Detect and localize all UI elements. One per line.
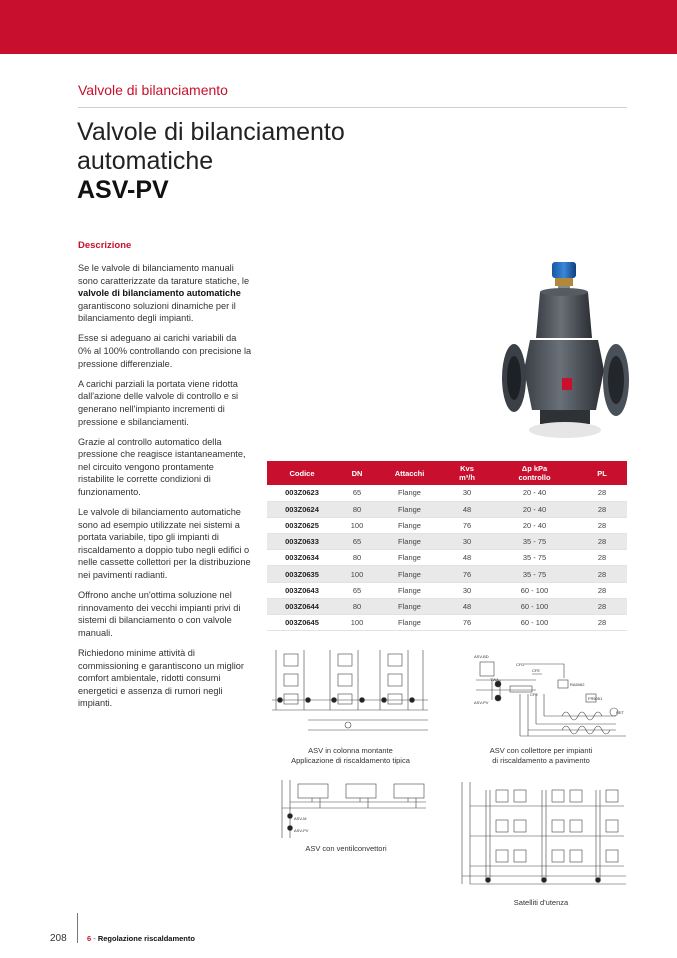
- label-ra: RA5062: [570, 682, 585, 687]
- cell-dp: 35 - 75: [492, 566, 577, 582]
- cell-pl: 28: [577, 550, 627, 566]
- cell-dp: 60 - 100: [492, 598, 577, 614]
- cell-conn: Flange: [377, 534, 442, 550]
- label-asv-m: ASV-M: [294, 816, 307, 821]
- cell-kvs: 48: [442, 598, 492, 614]
- cell-pl: 28: [577, 582, 627, 598]
- table-row: [267, 615, 627, 631]
- cell-code: 003Z0644: [267, 598, 337, 614]
- table-row: [267, 501, 627, 517]
- label-asv-pv-fan: ASV-PV: [294, 828, 309, 833]
- riser-caption: ASV in colonna montante Applicazione di riscaldamento tipica: [291, 746, 410, 765]
- table-row: [267, 566, 627, 582]
- cell-conn: Flange: [377, 615, 442, 631]
- table-header-row: [267, 461, 627, 485]
- cell-dn: 80: [337, 598, 377, 614]
- page-title: [77, 118, 345, 205]
- footer-section: 6 - Regolazione riscaldamento: [87, 934, 195, 943]
- paragraph-2: Esse si adeguano ai carichi variabili da 0% al 100% controllando con precisione la pressione differenziale.: [78, 333, 252, 369]
- label-fr: FR5051: [588, 696, 603, 701]
- riser-diagram: [268, 648, 433, 740]
- paragraph-4: Grazie al controllo automatico della pressione che reagisce istantaneamente, nel circuito vengono prontamente ristabilite le corrette condizioni di funzionamento.: [78, 436, 246, 497]
- fan-coil-caption: ASV con ventilconvettori: [305, 844, 387, 853]
- paragraph-6: Offrono anche un'ottima soluzione nel rinnovamento dei vecchi impianti privi di sistemi di bilanciamento o con valvole manuali.: [78, 590, 241, 638]
- cell-code: 003Z0623: [267, 485, 337, 501]
- footer-divider: [77, 913, 78, 943]
- col-code: Codice: [267, 461, 337, 485]
- cell-pl: 28: [577, 501, 627, 517]
- col-kvs: Kvs m³/h: [442, 461, 492, 485]
- description-text: [78, 262, 252, 718]
- product-name: ASV-PV: [77, 176, 169, 204]
- cell-dp: 20 - 40: [492, 501, 577, 517]
- cell-pl: 28: [577, 517, 627, 533]
- label-asv-pv: ASV-PV: [474, 700, 489, 705]
- cell-kvs: 76: [442, 566, 492, 582]
- table-row: [267, 582, 627, 598]
- cell-dp: 60 - 100: [492, 582, 577, 598]
- title-line-1: Valvole di bilanciamento: [77, 118, 345, 146]
- cell-code: 003Z0643: [267, 582, 337, 598]
- cell-dn: 65: [337, 534, 377, 550]
- page-number: 208: [50, 933, 67, 944]
- cell-kvs: 30: [442, 582, 492, 598]
- cell-kvs: 30: [442, 534, 492, 550]
- cell-kvs: 76: [442, 517, 492, 533]
- user-units-diagram: [456, 780, 628, 892]
- table-row: [267, 517, 627, 533]
- cell-conn: Flange: [377, 485, 442, 501]
- cell-conn: Flange: [377, 582, 442, 598]
- description-heading: Descrizione: [78, 240, 132, 251]
- cell-dn: 100: [337, 566, 377, 582]
- cell-conn: Flange: [377, 501, 442, 517]
- cell-conn: Flange: [377, 550, 442, 566]
- label-cfe-top: CFE: [532, 668, 540, 673]
- cell-dn: 80: [337, 550, 377, 566]
- table-row: [267, 534, 627, 550]
- cell-dp: 20 - 40: [492, 485, 577, 501]
- section-divider: [78, 107, 627, 108]
- cell-conn: Flange: [377, 566, 442, 582]
- title-line-2: automatiche: [77, 147, 214, 175]
- cell-kvs: 30: [442, 485, 492, 501]
- cell-code: 003Z0635: [267, 566, 337, 582]
- cell-dn: 100: [337, 517, 377, 533]
- col-dp: Δp kPa controllo: [492, 461, 577, 485]
- paragraph-3: A carichi parziali la portata viene ridotta dall'azione delle valvole di controllo e si generano nell'impianto incrementi di pressione e sbilanciamenti.: [78, 378, 239, 427]
- cell-pl: 28: [577, 566, 627, 582]
- cell-code: 003Z0633: [267, 534, 337, 550]
- cell-dn: 65: [337, 582, 377, 598]
- cell-dp: 60 - 100: [492, 615, 577, 631]
- label-cfd: CFD: [516, 662, 525, 667]
- label-ret: RET: [616, 710, 624, 715]
- paragraph-7: Richiedono minime attività di commissioning e garantiscono un miglior comfort ambientale, ridotti consumi energetici e assenza di rumori negli impianti.: [78, 648, 244, 709]
- label-twa: TWA: [490, 677, 499, 682]
- cell-pl: 28: [577, 615, 627, 631]
- cell-code: 003Z0634: [267, 550, 337, 566]
- floor-heating-caption: ASV con collettore per impianti di riscaldamento a pavimento: [489, 746, 593, 765]
- spec-table: [267, 461, 627, 631]
- cell-code: 003Z0624: [267, 501, 337, 517]
- label-asv-bd: ASV-BD: [474, 654, 489, 659]
- top-color-band: [0, 0, 677, 54]
- cell-kvs: 76: [442, 615, 492, 631]
- cell-dp: 35 - 75: [492, 550, 577, 566]
- fan-coil-diagram: [276, 778, 431, 840]
- user-units-caption: Satelliti d'utenza: [513, 898, 569, 907]
- cell-dn: 100: [337, 615, 377, 631]
- cell-conn: Flange: [377, 598, 442, 614]
- cell-dp: 35 - 75: [492, 534, 577, 550]
- cell-pl: 28: [577, 598, 627, 614]
- valve-product-image: [500, 260, 630, 445]
- cell-pl: 28: [577, 485, 627, 501]
- col-dn: DN: [337, 461, 377, 485]
- cell-pl: 28: [577, 534, 627, 550]
- section-title: Valvole di bilanciamento: [78, 82, 228, 98]
- table-row: [267, 598, 627, 614]
- cell-kvs: 48: [442, 501, 492, 517]
- floor-heating-diagram: [466, 650, 628, 742]
- cell-kvs: 48: [442, 550, 492, 566]
- cell-dn: 80: [337, 501, 377, 517]
- paragraph-5: Le valvole di bilanciamento automatiche sono ad esempio utilizzate nei sistemi a portata variabile, tipo gli impianti di riscaldamento a doppio tubo negli edifici o nelle cassette collettori per la distribuzione nei pavimenti radianti.: [78, 507, 251, 581]
- cell-dn: 65: [337, 485, 377, 501]
- cell-code: 003Z0625: [267, 517, 337, 533]
- paragraph-1: Se le valvole di bilanciamento manuali sono caratterizzate da tarature statiche, le valvole di bilanciamento automatiche garantiscono soluzioni dinamiche per il bilanciamento degli impianti.: [78, 263, 250, 324]
- label-cfe-bottom: CFE: [530, 692, 538, 697]
- table-row: [267, 485, 627, 501]
- col-connections: Attacchi: [377, 461, 442, 485]
- cell-code: 003Z0645: [267, 615, 337, 631]
- table-row: [267, 550, 627, 566]
- col-pl: PL: [577, 461, 627, 485]
- cell-dp: 20 - 40: [492, 517, 577, 533]
- cell-conn: Flange: [377, 517, 442, 533]
